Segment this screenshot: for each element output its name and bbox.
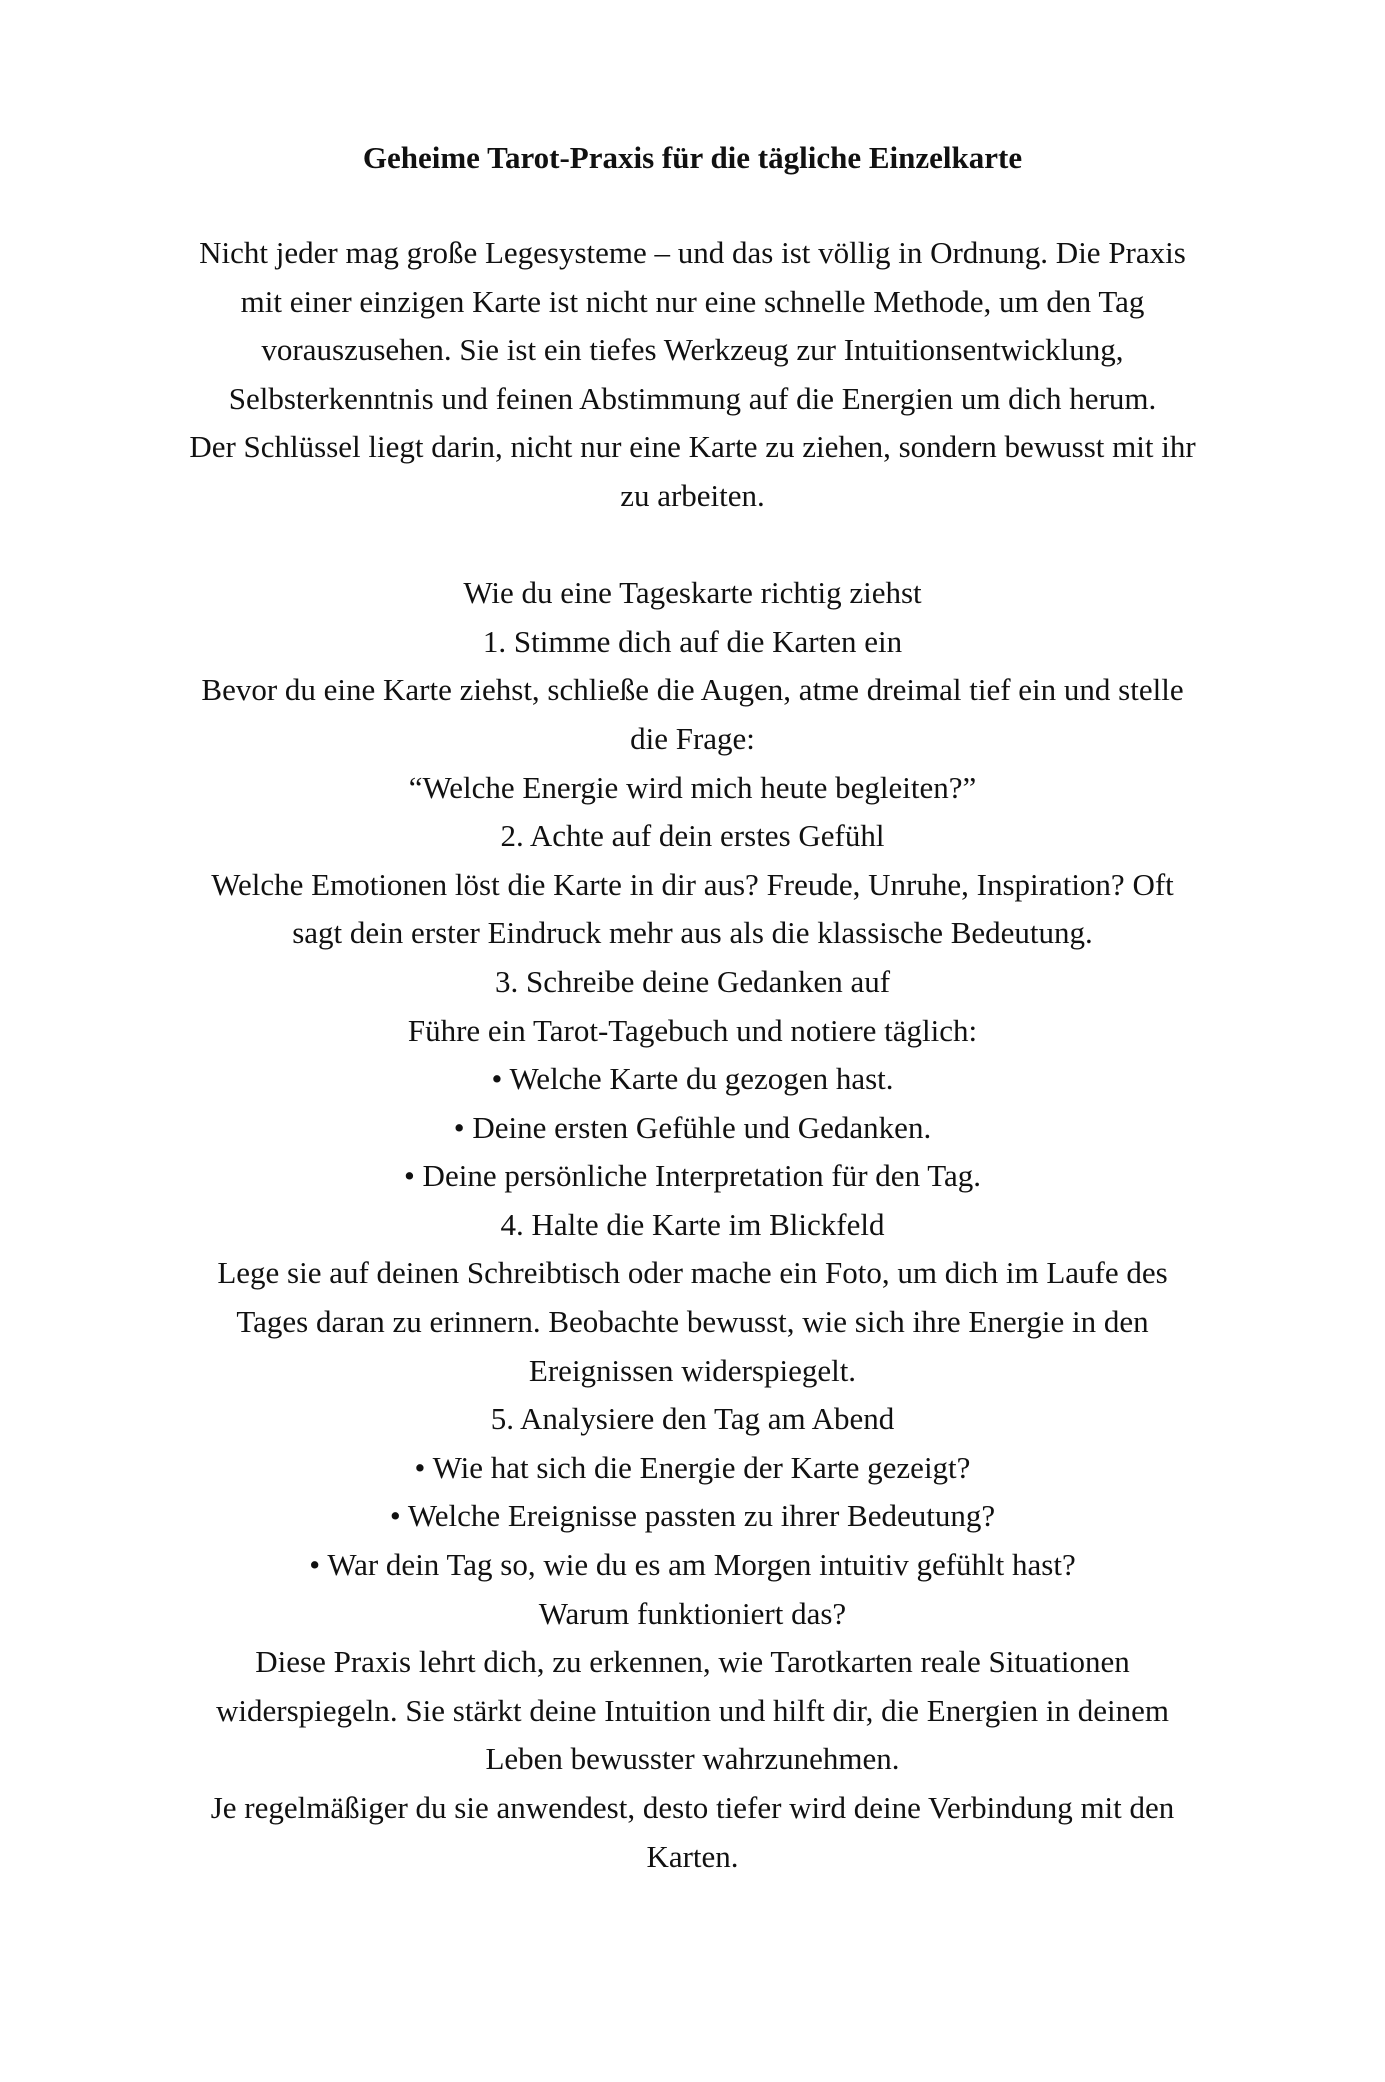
why-line-2: widerspiegeln. Sie stärkt deine Intuition und hilft dir, die Energien in deinem bbox=[216, 1692, 1169, 1728]
step3-bullet-2: • Deine ersten Gefühle und Gedanken. bbox=[453, 1109, 932, 1145]
section-heading: Wie du eine Tageskarte richtig ziehst bbox=[463, 575, 922, 611]
intro-line-2: mit einer einzigen Karte ist nicht nur eine schnelle Methode, um den Tag bbox=[240, 283, 1145, 319]
intro-line-3: vorauszusehen. Sie ist ein tiefes Werkzeug zur Intuitionsentwicklung, bbox=[261, 332, 1124, 368]
step3-heading: 3. Schreibe deine Gedanken auf bbox=[494, 963, 891, 999]
document-title: Geheime Tarot-Praxis für die tägliche Einzelkarte bbox=[362, 140, 1023, 175]
step2-line-2: sagt dein erster Eindruck mehr aus als die klassische Bedeutung. bbox=[292, 915, 1093, 951]
step4-line-3: Ereignissen widerspiegelt. bbox=[528, 1352, 857, 1388]
why-line-4: Je regelmäßiger du sie anwendest, desto tiefer wird deine Verbindung mit den bbox=[210, 1790, 1175, 1825]
document-body bbox=[0, 229, 1385, 1881]
step2-heading: 2. Achte auf dein erstes Gefühl bbox=[500, 818, 885, 854]
step4-line-1: Lege sie auf deinen Schreibtisch oder mache ein Foto, um dich im Laufe des bbox=[217, 1255, 1168, 1291]
step5-heading: 5. Analysiere den Tag am Abend bbox=[490, 1401, 895, 1437]
step3-bullet-1: • Welche Karte du gezogen hast. bbox=[491, 1061, 894, 1097]
step5-bullet-2: • Welche Ereignisse passten zu ihrer Bedeutung? bbox=[389, 1498, 996, 1534]
step1-line-1: Bevor du eine Karte ziehst, schließe die Augen, atme dreimal tief ein und stelle bbox=[201, 672, 1184, 708]
why-line-3: Leben bewusster wahrzunehmen. bbox=[485, 1741, 900, 1777]
intro-line-4: Selbsterkenntnis und feinen Abstimmung auf die Energien um dich herum. bbox=[228, 380, 1157, 416]
step2-line-1: Welche Emotionen löst die Karte in dir aus? Freude, Unruhe, Inspiration? Oft bbox=[211, 866, 1174, 902]
step5-bullet-1: • Wie hat sich die Energie der Karte gezeigt? bbox=[414, 1449, 971, 1485]
step1-line-2: die Frage: bbox=[630, 720, 755, 756]
step4-heading: 4. Halte die Karte im Blickfeld bbox=[500, 1206, 885, 1242]
step1-heading: 1. Stimme dich auf die Karten ein bbox=[482, 623, 903, 659]
intro-line-5: Der Schlüssel liegt darin, nicht nur eine Karte zu ziehen, sondern bewusst mit ihr bbox=[189, 429, 1196, 465]
intro-line-1: Nicht jeder mag große Legesysteme – und das ist völlig in Ordnung. Die Praxis bbox=[199, 235, 1186, 270]
intro-line-6: zu arbeiten. bbox=[620, 477, 765, 513]
step3-intro: Führe ein Tarot-Tagebuch und notiere täglich: bbox=[407, 1012, 978, 1048]
step3-bullet-3: • Deine persönliche Interpretation für den Tag. bbox=[403, 1158, 982, 1194]
why-line-1: Diese Praxis lehrt dich, zu erkennen, wie Tarotkarten reale Situationen bbox=[255, 1644, 1130, 1680]
step4-line-2: Tages daran zu erinnern. Beobachte bewusst, wie sich ihre Energie in den bbox=[236, 1304, 1149, 1340]
why-heading: Warum funktioniert das? bbox=[538, 1595, 847, 1631]
why-line-5: Karten. bbox=[646, 1838, 739, 1874]
step5-bullet-3: • War dein Tag so, wie du es am Morgen intuitiv gefühlt hast? bbox=[309, 1547, 1076, 1583]
step1-quote: “Welche Energie wird mich heute begleiten?” bbox=[408, 769, 977, 805]
paragraph-gap bbox=[0, 521, 1385, 570]
